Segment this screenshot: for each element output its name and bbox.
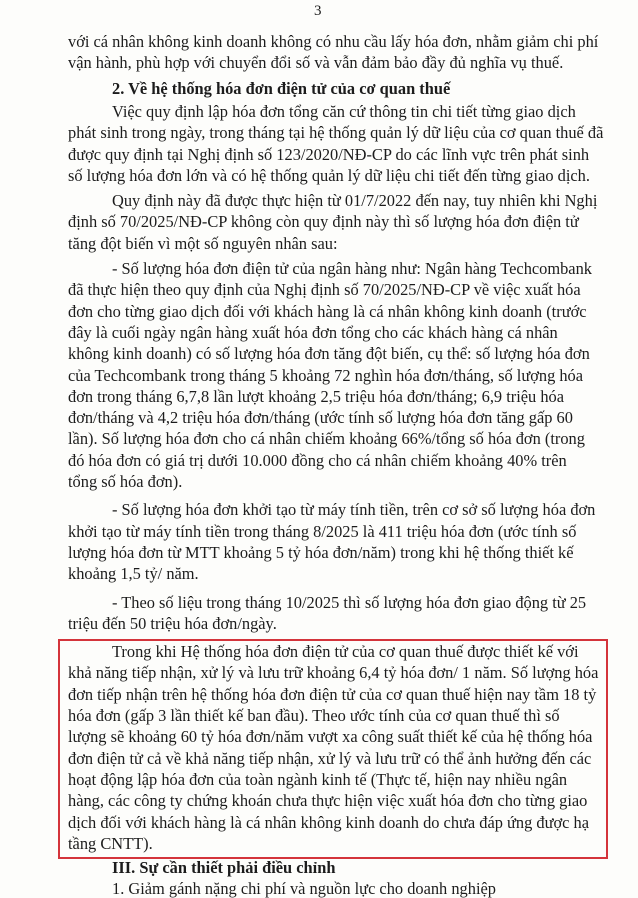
text-line: đơn cho từng giao dịch đối với khách hàng là cá nhân không kinh doanh (trước	[68, 301, 587, 321]
section-heading: 2. Về hệ thống hóa đơn điện tử của cơ quan thuế	[112, 78, 451, 98]
text-line: hoạt động lập hóa đơn của toàn ngành kinh tế (Thực tế, hiện nay nhiều ngân	[68, 769, 568, 789]
text-line: Trong khi Hệ thống hóa đơn điện tử của cơ quan thuế được thiết kế với	[112, 642, 579, 662]
text-line: Quy định này đã được thực hiện từ 01/7/2022 đến nay, tuy nhiên khi Nghị	[112, 191, 598, 211]
text-line: đây là cuối ngày ngân hàng xuất hóa đơn tổng cho các khách hàng cá nhân	[68, 322, 558, 342]
text-line: lượng hóa đơn từ MTT khoảng 5 tỷ hóa đơn/năm) trong khi hệ thống thiết kế	[68, 542, 574, 562]
text-line: 1. Giảm gánh nặng chi phí và nguồn lực cho doanh nghiệp	[112, 879, 496, 898]
text-line: đã thực hiện theo quy định của Nghị định số 70/2025/NĐ-CP về việc xuất hóa	[68, 280, 581, 300]
text-line: - Số lượng hóa đơn điện tử của ngân hàng như: Ngân hàng Techcombank	[112, 259, 592, 278]
text-line: đơn/tháng và 4,2 triệu hóa đơn/tháng (ước tính số lượng hóa đơn tăng gấp 60	[68, 408, 573, 428]
text-line: số lượng hóa đơn lớn và có hệ thống quản lý dữ liệu chi tiết đến từng giao dịch.	[68, 165, 590, 185]
text-line: lần). Số lượng hóa đơn cho cá nhân chiếm khoảng 66%/tổng số hóa đơn (trong	[68, 429, 585, 449]
text-line: đơn điện tử cả về khả năng tiếp nhận, xử lý và lưu trữ có thể ảnh hưởng đến các	[68, 748, 592, 768]
text-line: - Theo số liệu trong tháng 10/2025 thì số lượng hóa đơn giao động từ 25	[112, 592, 587, 612]
section-heading: III. Sự cần thiết phải điều chỉnh	[112, 858, 336, 878]
text-line: với cá nhân không kinh doanh không có nhu cầu lấy hóa đơn, nhằm giảm chi phí	[68, 32, 599, 51]
text-line: tăng đột biến vì một số nguyên nhân sau:	[68, 233, 338, 253]
text-line: hóa đơn (gấp 3 lần thiết kế ban đầu). Theo ước tính của cơ quan thuế thì số	[68, 706, 560, 725]
text-line: định số 70/2025/NĐ-CP không còn quy định này thì số lượng hóa đơn điện tử	[68, 212, 579, 232]
text-line: đó hóa đơn có giá trị dưới 10.000 đồng cho cá nhân chiếm khoảng 40% trên	[68, 450, 567, 470]
page-number: 3	[314, 3, 322, 19]
text-line: khả năng tiếp nhận, xử lý và lưu trữ khoảng 6,4 tỷ hóa đơn/ 1 năm. Số lượng hóa	[68, 663, 599, 683]
text-line: của Techcombank trong tháng 5 khoảng 72 nghìn hóa đơn/tháng, số lượng hóa	[68, 365, 584, 385]
text-line: tầng CNTT).	[68, 833, 153, 853]
text-line: khởi tạo từ máy tính tiền trong tháng 8/2025 là 411 triệu hóa đơn (ước tính số	[68, 521, 577, 541]
text-line: khoảng 1,5 tỷ/ năm.	[68, 564, 199, 584]
text-line: Việc quy định lập hóa đơn tổng căn cứ thông tin chi tiết từng giao dịch	[112, 101, 576, 121]
text-line: được quy định tại Nghị định số 123/2020/NĐ-CP do các lĩnh vực trên phát sinh	[68, 144, 590, 164]
text-line: dịch đối với khách hàng là cá nhân không kinh doanh do chưa đáp ứng được hạ	[68, 812, 590, 832]
text-line: tổng số hóa đơn).	[68, 472, 183, 491]
text-line: triệu đến 50 triệu hóa đơn/ngày.	[68, 613, 277, 633]
text-line: đơn trong tháng 6,7,8 lần lượt khoảng 2,5 triệu hóa đơn/tháng; 6,9 triệu hóa	[68, 386, 565, 406]
text-line: hàng, các công ty chứng khoán chưa thực hiện việc xuất hóa đơn cho từng giao	[68, 791, 588, 811]
text-line: phát sinh trong ngày, trong tháng tại hệ thống quản lý dữ liệu của cơ quan thuế đã	[68, 123, 604, 143]
text-line: lượng sẽ khoảng 60 tỷ hóa đơn/năm vượt xa công suất thiết kế của hệ thống hóa	[68, 727, 593, 747]
text-line: đơn tiếp nhận trên hệ thống hóa đơn điện tử của cơ quan thuế hiện nay tầm 18 tỷ	[68, 684, 597, 704]
highlight-box	[58, 639, 608, 859]
text-line: vận hành, phù hợp với chuyển đổi số và vẫn đảm bảo đầy đủ nghĩa vụ thuế.	[68, 53, 564, 73]
text-line: không kinh doanh) có số lượng hóa đơn tăng đột biến, cụ thể: số lượng hóa đơn	[68, 344, 590, 364]
text-line: - Số lượng hóa đơn khởi tạo từ máy tính tiền, trên cơ sở số lượng hóa đơn	[112, 500, 596, 520]
